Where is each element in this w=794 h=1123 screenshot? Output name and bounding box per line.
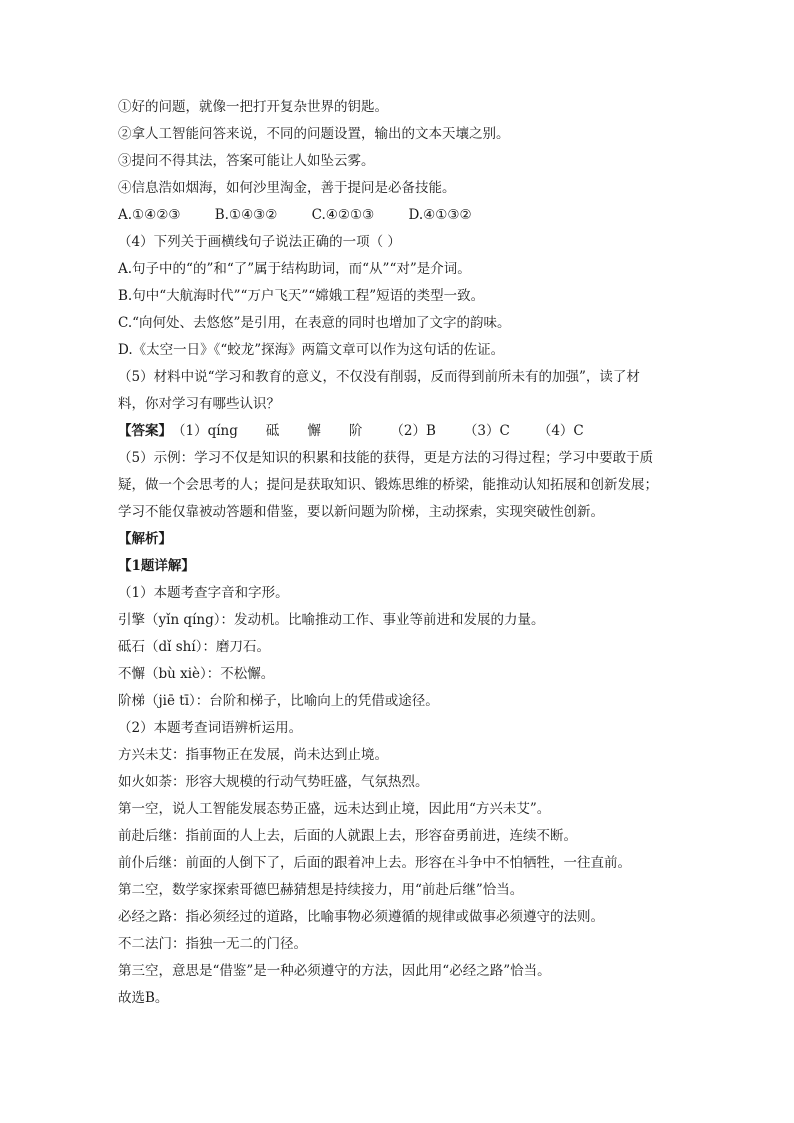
detail-line: 引擎（yǐn qíng）：发动机。比喻推动工作、事业等前进和发展的力量。 — [118, 612, 545, 628]
question-4-option-b: B.句中“大航海时代”“万户飞天”“嫦娥工程”短语的类型一致。 — [118, 288, 485, 304]
answer-label: 【答案】 — [118, 423, 172, 439]
detail-line: 前仆后继：前面的人倒下了，后面的跟着冲上去。形容在斗争中不怕牺牲，一往直前。 — [118, 855, 631, 871]
detail-line: （2）本题考查词语辨析运用。 — [118, 720, 303, 736]
answer-5-line-3: 学习不能仅靠被动答题和借鉴，要以新问题为阶梯，主动探索，实现突破性创新。 — [118, 504, 604, 520]
sentence-2: ②拿人工智能问答来说，不同的问题设置，输出的文本天壤之别。 — [118, 126, 510, 142]
detail-line: 故选B。 — [118, 990, 169, 1006]
answer-1-char-b: 懈 — [307, 423, 321, 439]
answer-5-line-2: 疑，做一个会思考的人；提问是获取知识、锻炼思维的桥梁，能推动认知拓展和创新发展； — [118, 477, 658, 493]
sentence-1: ①好的问题，就像一把打开复杂世界的钥匙。 — [118, 99, 388, 115]
option-d: D.④①③② — [408, 207, 472, 223]
answer-1-char-c: 阶 — [348, 423, 363, 439]
option-c: C.④②①③ — [311, 207, 375, 223]
detail-line: 如火如荼：形容大规模的行动气势旺盛，气氛热烈。 — [118, 774, 429, 790]
question-4-option-d: D.《太空一日》《“蛟龙”探海》两篇文章可以作为这句话的佐证。 — [118, 342, 505, 358]
detail-line: 阶梯（jiē tī）：台阶和梯子，比喻向上的凭借或途径。 — [118, 693, 439, 709]
detail-line: 砥石（dǐ shí）：磨刀石。 — [118, 639, 270, 655]
answer-5-line-1: （5）示例：学习不仅是知识的积累和技能的获得，更是方法的习得过程；学习中要敢于质 — [118, 450, 654, 466]
document-content — [118, 94, 688, 1012]
detail-line: （1）本题考查字音和字形。 — [118, 585, 289, 601]
answer-3: （3）C — [463, 423, 510, 439]
sentence-3: ③提问不得其法，答案可能让人如坠云雾。 — [118, 153, 375, 169]
analysis-label: 【解析】 — [118, 531, 172, 547]
answer-row — [118, 418, 688, 445]
detail-line: 方兴未艾：指事物正在发展，尚未达到止境。 — [118, 747, 388, 763]
option-a: A.①④②③ — [118, 207, 181, 223]
sentence-4: ④信息浩如烟海，如何沙里淘金，善于提问是必备技能。 — [118, 180, 456, 196]
answer-1-char-a: 砥 — [265, 423, 280, 439]
detail-line: 不二法门：指独一无二的门径。 — [118, 936, 307, 952]
detail-line: 必经之路：指必须经过的道路，比喻事物必须遵循的规律或做事必须遵守的法则。 — [118, 909, 604, 925]
question-4-option-c: C.“向何处、去悠悠”是引用，在表意的同时也增加了文字的韵味。 — [118, 315, 511, 331]
detail-line: 第三空，意思是“借鉴”是一种必须遵守的方法，因此用“必经之路”恰当。 — [118, 963, 551, 979]
option-b: B.①④③② — [214, 207, 278, 223]
order-options — [118, 202, 688, 229]
question-4: （4）下列关于画横线句子说法正确的一项（ ） — [118, 234, 401, 250]
detail-line: 前赴后继：指前面的人上去，后面的人就跟上去，形容奋勇前进，连续不断。 — [118, 828, 577, 844]
answer-2: （2）B — [390, 423, 436, 439]
detail-line: 第一空，说人工智能发展态势正盛，远未达到止境，因此用“方兴未艾”。 — [118, 801, 551, 817]
answer-4: （4）C — [537, 423, 584, 439]
detail-line: 第二空，数学家探索哥德巴赫猜想是持续接力，用“前赴后继”恰当。 — [118, 882, 524, 898]
detail-line: 不懈（bù xiè）：不松懈。 — [118, 666, 275, 682]
question-5-line-1: （5）材料中说“学习和教育的意义，不仅没有削弱，反而得到前所未有的加强”，读了材 — [118, 369, 640, 385]
detail-label: 【1题详解】 — [118, 558, 195, 574]
question-5-line-2: 料，你对学习有哪些认识？ — [118, 396, 280, 412]
question-4-option-a: A.句子中的“的”和“了”属于结构助词，而“从”“对”是介词。 — [118, 261, 471, 277]
answer-1-pinyin: （1）qíng — [172, 423, 238, 439]
